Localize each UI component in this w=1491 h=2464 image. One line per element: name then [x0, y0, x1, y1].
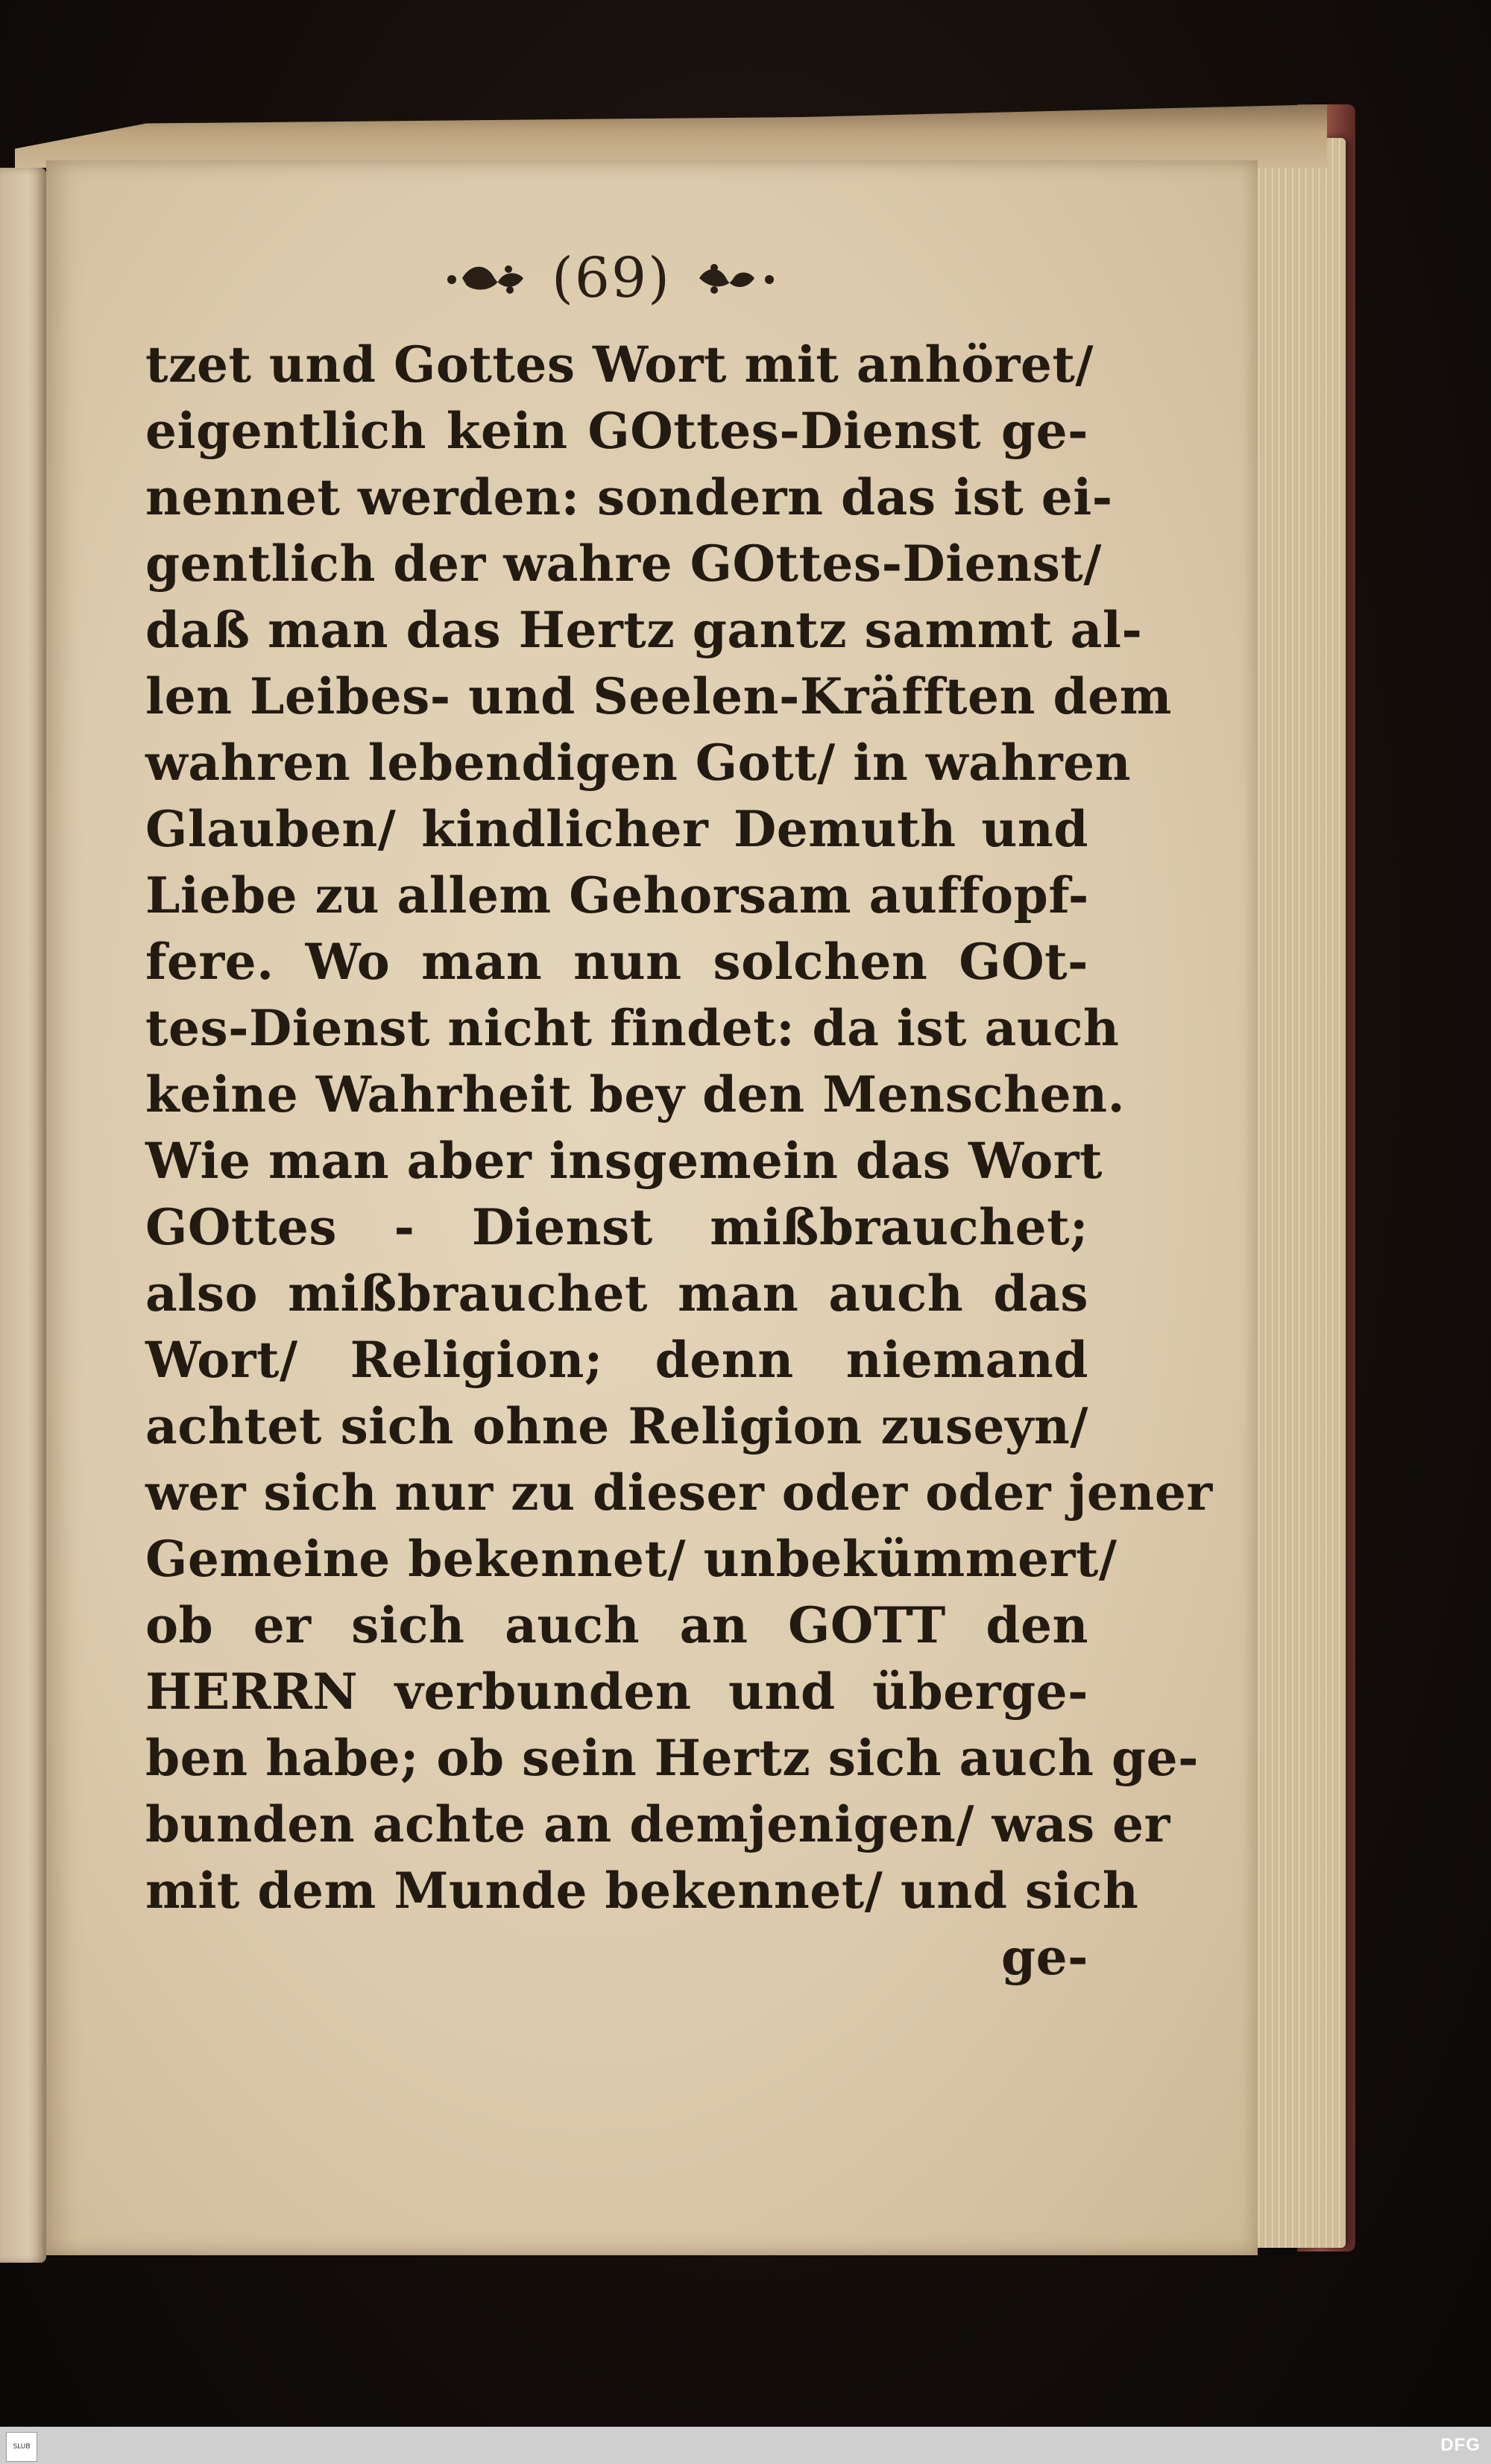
dfg-mark: DFG	[1440, 2435, 1481, 2455]
text-line: HERRN verbunden und überge-	[145, 1663, 1088, 1721]
text-line: Liebe zu allem Gehorsam auffopf-	[145, 866, 1089, 924]
text-line: mit dem Munde bekennet/ und sich	[145, 1862, 1139, 1920]
text-line: wer sich nur zu dieser oder oder jener	[145, 1463, 1213, 1522]
text-line: tzet und Gottes Wort mit anhöret/	[145, 335, 1094, 394]
text-line: Wie man aber insgemein das Wort	[145, 1132, 1103, 1190]
text-line: nennet werden: sondern das ist ei-	[145, 468, 1113, 526]
text-line: wahren lebendigen Gott/ in wahren	[145, 734, 1132, 792]
ornament-left-icon	[441, 256, 531, 300]
text-line: Wort/ Religion; denn niemand	[145, 1331, 1088, 1389]
text-line: tes-Dienst nicht findet: da ist auch	[145, 999, 1120, 1057]
text-line: Glauben/ kindlicher Demuth und	[145, 800, 1088, 858]
text-line: also mißbrauchet man auch das	[145, 1264, 1088, 1323]
text-line: fere. Wo man nun solchen GOt-	[145, 933, 1088, 991]
page-number: (69)	[552, 246, 671, 310]
text-line: bunden achte an demjenigen/ was er	[145, 1795, 1170, 1853]
text-line: Gemeine bekennet/ unbekümmert/	[145, 1530, 1118, 1588]
text-line: keine Wahrheit bey den Menschen.	[145, 1065, 1126, 1124]
text-line: ob er sich auch an GOTT den	[145, 1596, 1088, 1654]
text-line: ben habe; ob sein Hertz sich auch ge-	[145, 1729, 1200, 1787]
text-line: len Leibes- und Seelen-Kräfften dem	[145, 667, 1172, 725]
library-logo: SLUB	[6, 2432, 37, 2462]
page-header	[406, 245, 816, 312]
text-line: achtet sich ohne Religion zuseyn/	[145, 1397, 1088, 1455]
ornament-right-icon	[692, 256, 781, 300]
text-line: eigentlich kein GOttes-Dienst ge-	[145, 402, 1088, 460]
text-line: GOttes - Dienst mißbrauchet;	[145, 1198, 1088, 1256]
catchword: ge-	[1000, 1928, 1088, 1986]
left-page-edge	[0, 168, 46, 2263]
page-body-text	[145, 332, 1213, 1991]
text-line: daß man das Hertz gantz sammt al-	[145, 601, 1143, 659]
text-line: gentlich der wahre GOttes-Dienst/	[145, 535, 1103, 593]
viewer-footer-bar	[0, 2427, 1491, 2464]
